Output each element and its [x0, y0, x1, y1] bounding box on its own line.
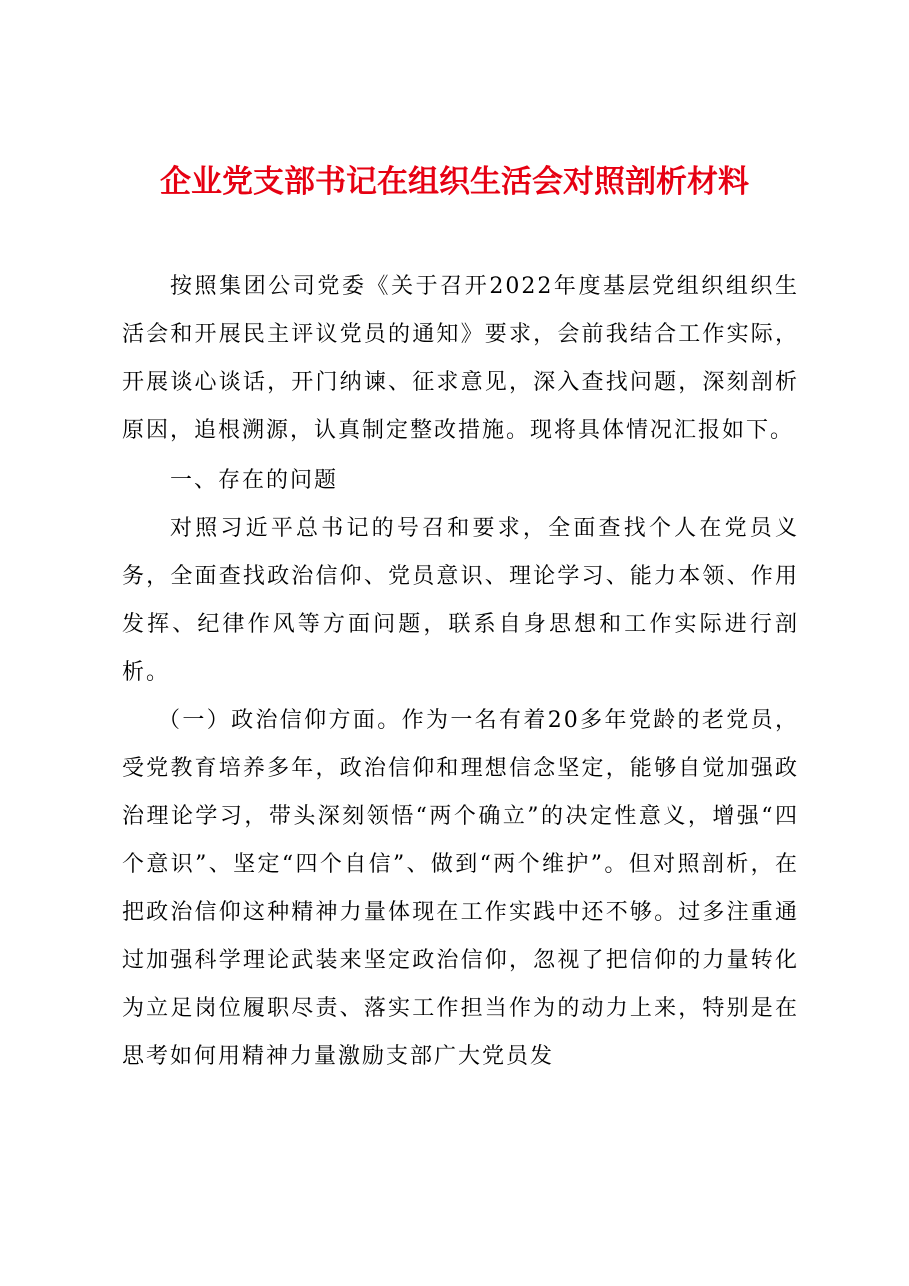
document-body — [122, 263, 799, 1081]
document-title: 企业党支部书记在组织生活会对照剖析材料 — [160, 164, 749, 200]
section-heading-problems: 一、存在的问题 — [170, 468, 339, 493]
political-belief-paragraph: （一）政治信仰方面。作为一名有着20多年党龄的老党员，受党教育培养多年，政治信仰和理想信念坚定，能够自觉加强政治理论学习，带头深刻领悟“两个确立”的决定性意义，增强“四个意识”、坚定“四个自信”、做到“两个维护”。但对照剖析，在把政治信仰这种精神力量体现在工作实践中还不够。过多注重通过加强科学理论武装来坚定政治信仰，忽视了把信仰的力量转化为立足岗位履职尽责、落实工作担当作为的动力上来，特别是在思考如何用精神力量激励支部广大党员发 — [122, 708, 799, 1069]
problems-overview-paragraph: 对照习近平总书记的号召和要求，全面查找个人在党员义务，全面查找政治信仰、党员意识、理论学习、能力本领、作用发挥、纪律作风等方面问题，联系自身思想和工作实际进行剖析。 — [122, 516, 799, 685]
intro-paragraph: 按照集团公司党委《关于召开2022年度基层党组织组织生活会和开展民主评议党员的通知》要求，会前我结合工作实际，开展谈心谈话，开门纳谏、征求意见，深入查找问题，深刻剖析原因，追根溯源，认真制定整改措施。现将具体情况汇报如下。 — [122, 274, 799, 443]
